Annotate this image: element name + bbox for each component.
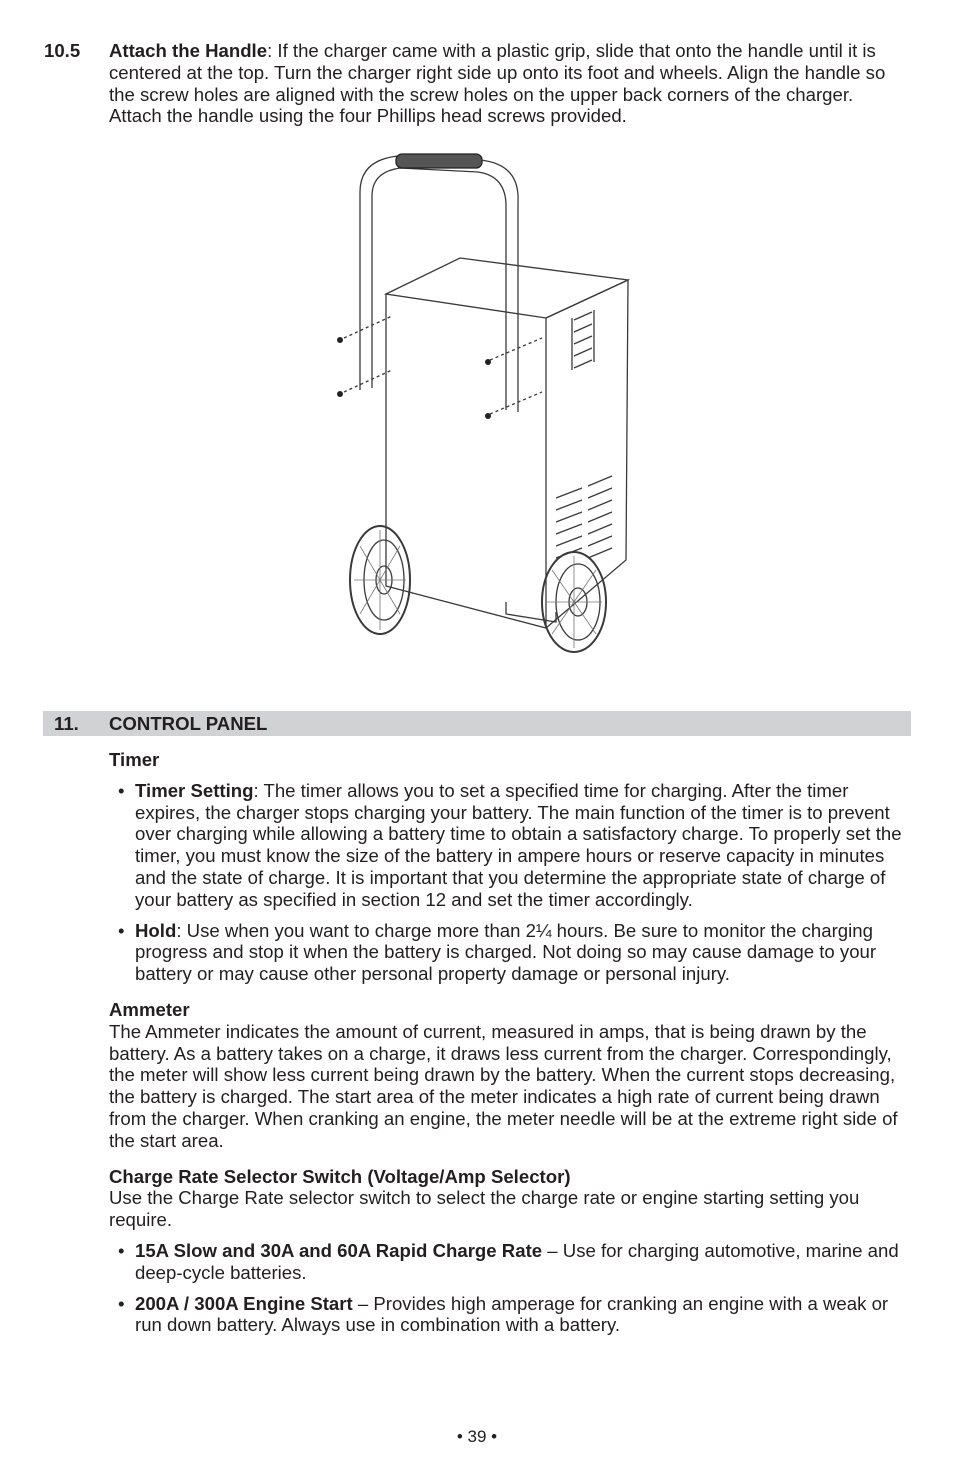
list-item: [109, 920, 909, 985]
step-body: [109, 40, 904, 127]
charger-handle-illustration: [320, 142, 634, 656]
ammeter-heading: Ammeter: [109, 998, 190, 1020]
step-10-5: [44, 40, 904, 127]
step-number: 10.5: [44, 40, 81, 61]
bullet-term: Timer Setting: [135, 779, 254, 801]
bullet-text: – Provides high amperage for cranking an engine with a weak or run down battery. Always use in combination with a battery.: [135, 1292, 889, 1336]
section-header-control-panel: [43, 711, 911, 736]
page-number: • 39 •: [456, 1427, 498, 1446]
bullet-text: : The timer allows you to set a specified time for charging. After the timer expires, the charger stops charging your battery. The main function of the timer is to prevent over charging while allowing a battery time to obtain a satisfactory charge. To properly set the timer, you must know the size of the battery in ampere hours or reserve capacity in minutes and the state of charge. It is important that you determine the appropriate state of charge of your battery as specified in section 12 and set the timer accordingly.: [135, 779, 902, 910]
bullet-icon: •: [118, 1239, 125, 1261]
step-text: : If the charger came with a plastic grip, slide that onto the handle until it is centered at the top. Turn the charger right side up onto its foot and wheels. Align the handle so the screw holes are aligned with the screw holes on the upper back corners of the charger. Attach the handle using the four Phillips head screws provided.: [109, 40, 886, 127]
ammeter-text: The Ammeter indicates the amount of current, measured in amps, that is being drawn by the battery. As a battery takes on a charge, it draws less current from the charger. Correspondingly, the meter will show less current being drawn by the battery. When the current stops decreasing, the battery is charged. The start area of the meter indicates a high rate of current being drawn from the charger. When cranking an engine, the meter needle will be at the extreme right side of the start area.: [109, 1020, 898, 1151]
bullet-text: : Use when you want to charge more than 2¼ hours. Be sure to monitor the charging progress and stop it when the battery is charged. Not doing so may cause damage to your battery or may cause other personal property damage or personal injury.: [135, 919, 877, 985]
list-item: [109, 1240, 909, 1284]
timer-heading: Timer: [109, 749, 160, 770]
list-item: [109, 1293, 909, 1337]
step-title: Attach the Handle: [109, 40, 268, 61]
bullet-icon: •: [118, 779, 125, 801]
battery-charger-handle-icon: [320, 142, 634, 656]
bullet-term: Hold: [135, 919, 177, 941]
selector-heading: Charge Rate Selector Switch (Voltage/Amp Selector): [109, 1165, 571, 1187]
section-number: 11.: [54, 713, 79, 734]
list-item: [109, 780, 909, 911]
bullet-icon: •: [118, 919, 125, 941]
control-panel-content: [109, 749, 909, 1336]
bullet-term: 200A / 300A Engine Start: [135, 1292, 353, 1314]
section-title: CONTROL PANEL: [109, 713, 268, 734]
bullet-term: 15A Slow and 30A and 60A Rapid Charge Rate: [135, 1239, 543, 1261]
bullet-text: – Use for charging automotive, marine and deep-cycle batteries.: [135, 1239, 899, 1283]
bullet-icon: •: [118, 1292, 125, 1314]
selector-text: Use the Charge Rate selector switch to select the charge rate or engine starting setting you require.: [109, 1187, 860, 1231]
